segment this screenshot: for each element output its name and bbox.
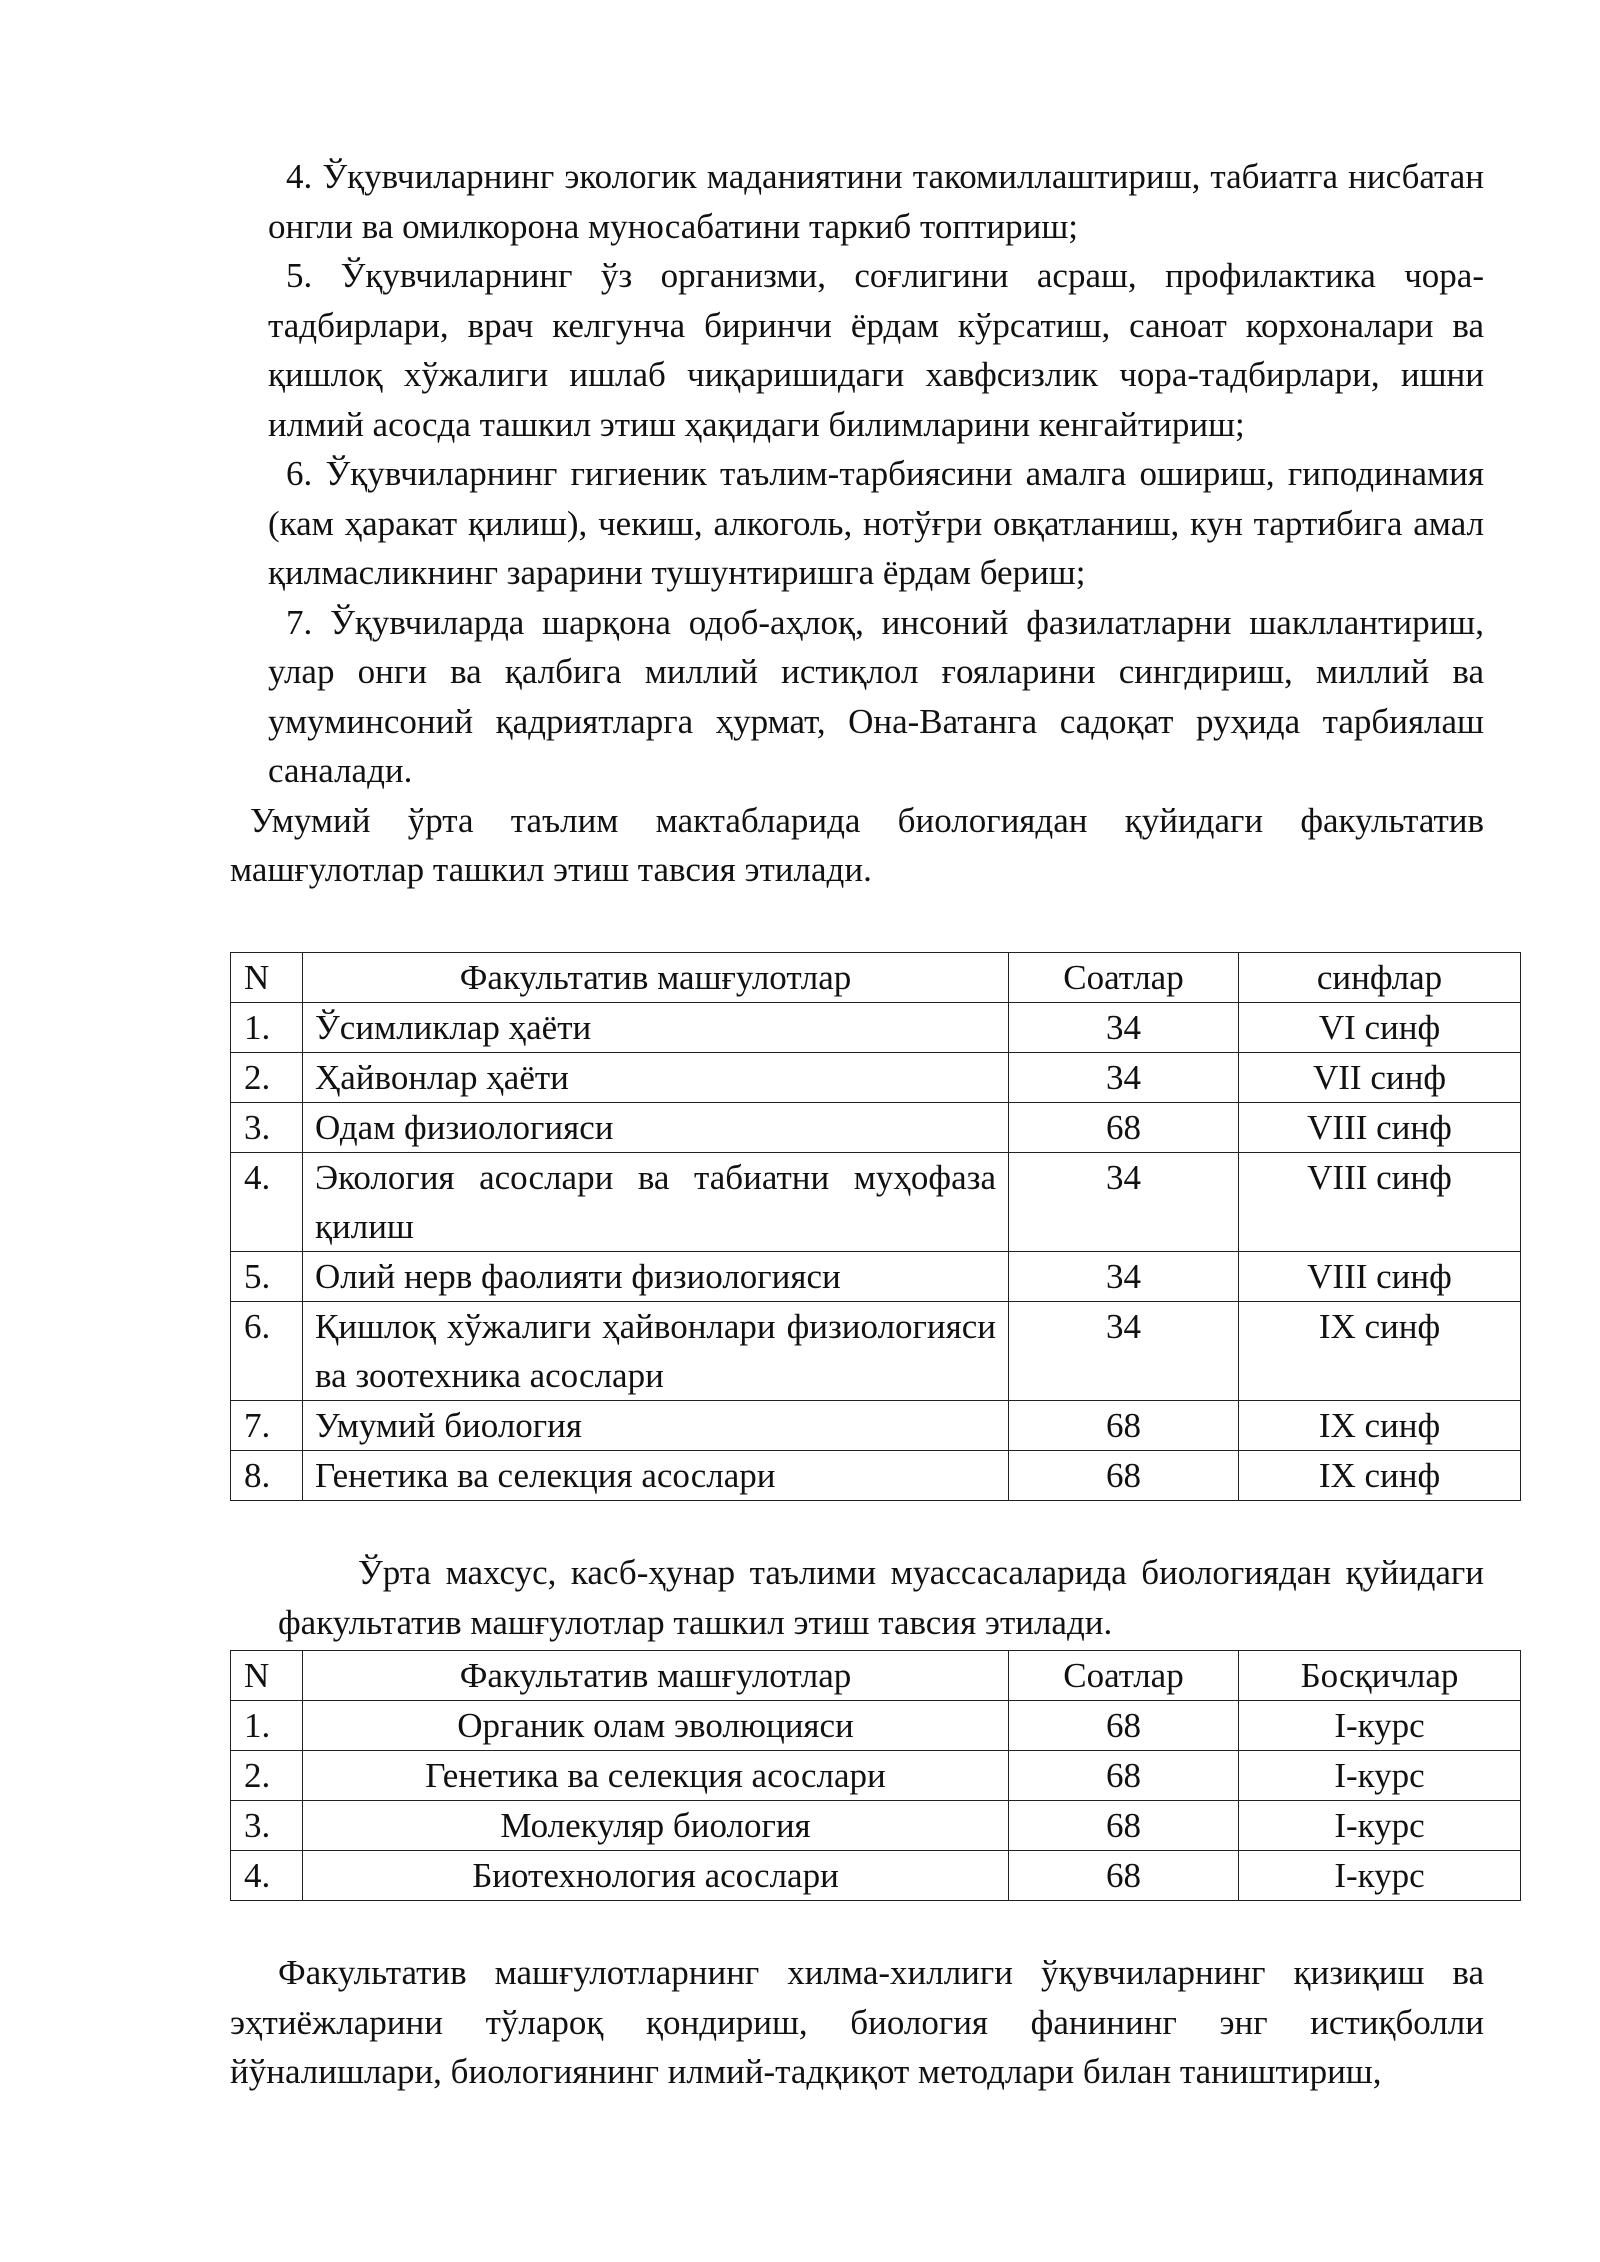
header-cell-grade: синфлар — [1239, 953, 1521, 1003]
school-electives-table — [230, 952, 1521, 1501]
cell-number: 1. — [231, 1003, 303, 1053]
table-row — [231, 1701, 1521, 1751]
table-row — [231, 1252, 1521, 1302]
cell-hours: 68 — [1009, 1401, 1239, 1451]
list-item-6: 6. Ўқувчиларнинг гигиеник таълим-тарбиясини амалга ошириш, гиподинамия (кам ҳаракат қилиш), чекиш, алкоголь, нотўғри овқатланиш, кун тартибига амал қилмасликнинг зарарини тушунтиришга ёрдам бериш; — [268, 454, 1484, 592]
table-row — [231, 1751, 1521, 1801]
cell-number: 2. — [231, 1751, 303, 1801]
cell-hours: 34 — [1009, 1053, 1239, 1103]
vocational-electives-table — [230, 1650, 1521, 1901]
cell-stage: I-курс — [1239, 1701, 1521, 1751]
cell-course: Молекуляр биология — [303, 1801, 1009, 1851]
cell-number: 1. — [231, 1701, 303, 1751]
cell-hours: 34 — [1009, 1252, 1239, 1302]
header-cell-hours: Соатлар — [1009, 1651, 1239, 1701]
cell-course: Умумий биология — [303, 1401, 1009, 1451]
cell-grade: VIII синф — [1239, 1103, 1521, 1153]
table-row — [231, 1801, 1521, 1851]
paragraph-school-intro: Умумий ўрта таълим мактабларида биологиядан қуйидаги факультатив машғулотлар ташкил этиш тавсия этилади. — [230, 800, 1484, 889]
cell-hours: 68 — [1009, 1801, 1239, 1851]
cell-number: 6. — [231, 1302, 303, 1401]
closing-block — [0, 1948, 1600, 2097]
table-row — [231, 1851, 1521, 1901]
cell-hours: 68 — [1009, 1451, 1239, 1501]
cell-number: 7. — [231, 1401, 303, 1451]
vocational-intro-block — [0, 1548, 1600, 1647]
header-cell-number: N — [231, 1651, 303, 1701]
table-row — [231, 1302, 1521, 1401]
cell-course: Органик олам эволюцияси — [303, 1701, 1009, 1751]
cell-number: 2. — [231, 1053, 303, 1103]
cell-grade: VI синф — [1239, 1003, 1521, 1053]
cell-course: Олий нерв фаолияти физиологияси — [303, 1252, 1009, 1302]
cell-hours: 34 — [1009, 1153, 1239, 1252]
cell-grade: VIII синф — [1239, 1252, 1521, 1302]
cell-course: Ҳайвонлар ҳаёти — [303, 1053, 1009, 1103]
cell-hours: 68 — [1009, 1701, 1239, 1751]
list-item-5: 5. Ўқувчиларнинг ўз организми, соғлигини асраш, профилактика чора-тадбирлари, врач келгунча биринчи ёрдам кўрсатиш, саноат корхоналари ва қишлоқ хўжалиги ишлаб чиқаришидаги хавфсизлик чора-тадбирлари, ишни илмий асосда ташкил этиш ҳақидаги билимларини кенгайтириш; — [268, 256, 1484, 444]
cell-course: Қишлоқ хўжалиги ҳайвонлари физиологияси ва зоотехника асослари — [303, 1302, 1009, 1401]
table-row — [231, 1053, 1521, 1103]
cell-stage: I-курс — [1239, 1751, 1521, 1801]
cell-stage: I-курс — [1239, 1801, 1521, 1851]
cell-course: Генетика ва селекция асослари — [303, 1751, 1009, 1801]
header-cell-hours: Соатлар — [1009, 953, 1239, 1003]
header-cell-number: N — [231, 953, 303, 1003]
cell-number: 4. — [231, 1851, 303, 1901]
header-cell-course: Факультатив машғулотлар — [303, 1651, 1009, 1701]
cell-course: Ўсимликлар ҳаёти — [303, 1003, 1009, 1053]
cell-course: Экология асослари ва табиатни муҳофаза қилиш — [303, 1153, 1009, 1252]
cell-number: 8. — [231, 1451, 303, 1501]
cell-grade: VII синф — [1239, 1053, 1521, 1103]
header-cell-course: Факультатив машғулотлар — [303, 953, 1009, 1003]
list-item-7: 7. Ўқувчиларда шарқона одоб-аҳлоқ, инсоний фазилатларни шакллантириш, улар онги ва қалбига миллий истиқлол ғояларини сингдириш, миллий ва умуминсоний қадриятларга ҳурмат, Она-Ватанга садоқат руҳида тарбиялаш саналади. — [268, 602, 1484, 790]
cell-number: 5. — [231, 1252, 303, 1302]
cell-hours: 68 — [1009, 1851, 1239, 1901]
table-header-row — [231, 1651, 1521, 1701]
cell-hours: 34 — [1009, 1003, 1239, 1053]
cell-hours: 68 — [1009, 1103, 1239, 1153]
cell-hours: 34 — [1009, 1302, 1239, 1401]
cell-grade: IX синф — [1239, 1401, 1521, 1451]
table-row — [231, 1401, 1521, 1451]
cell-grade: IX синф — [1239, 1451, 1521, 1501]
cell-grade: IX синф — [1239, 1302, 1521, 1401]
table-row — [231, 1451, 1521, 1501]
table-header-row — [231, 953, 1521, 1003]
cell-course: Биотехнология асослари — [303, 1851, 1009, 1901]
cell-number: 3. — [231, 1103, 303, 1153]
table-row — [231, 1153, 1521, 1252]
header-cell-stage: Босқичлар — [1239, 1651, 1521, 1701]
paragraph-vocational-intro: Ўрта махсус, касб-ҳунар таълими муассасаларида биологиядан қуйидаги факультатив машғулотлар ташкил этиш тавсия этилади. — [278, 1553, 1484, 1642]
cell-number: 3. — [231, 1801, 303, 1851]
cell-course: Генетика ва селекция асослари — [303, 1451, 1009, 1501]
cell-grade: VIII синф — [1239, 1153, 1521, 1252]
table-row — [231, 1003, 1521, 1053]
list-item-4: 4. Ўқувчиларнинг экологик маданиятини такомиллаштириш, табиатга нисбатан онгли ва омилкорона муносабатини таркиб топтириш; — [268, 157, 1484, 246]
cell-course: Одам физиологияси — [303, 1103, 1009, 1153]
cell-stage: I-курс — [1239, 1851, 1521, 1901]
paragraph-closing: Факультатив машғулотларнинг хилма-хиллиги ўқувчиларнинг қизиқиш ва эҳтиёжларини тўларoқ қондириш, биология фанининг энг истиқболли йўналишлари, биологиянинг илмий-тадқиқот методлари билан таништириш, — [230, 1953, 1484, 2091]
cell-hours: 68 — [1009, 1751, 1239, 1801]
table-row — [231, 1103, 1521, 1153]
list-continuation — [0, 152, 1600, 895]
cell-number: 4. — [231, 1153, 303, 1252]
